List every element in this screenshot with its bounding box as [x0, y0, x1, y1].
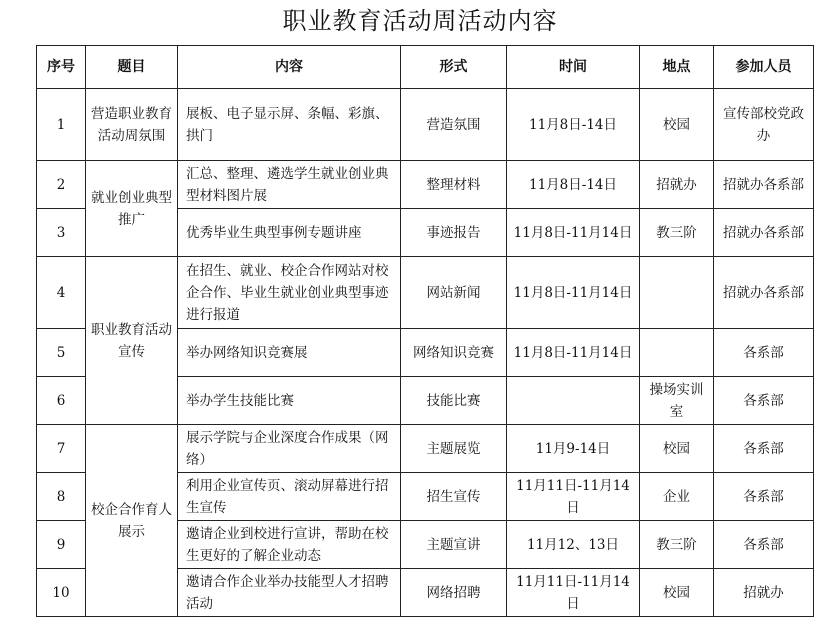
cell-content: 汇总、整理、遴选学生就业创业典型材料图片展 — [178, 161, 401, 209]
cell-time: 11月8日-14日 — [507, 161, 640, 209]
cell-place: 校园 — [640, 89, 714, 161]
cell-no: 1 — [37, 89, 86, 161]
cell-no: 8 — [37, 473, 86, 521]
cell-place: 招就办 — [640, 161, 714, 209]
cell-content: 邀请合作企业举办技能型人才招聘活动 — [178, 569, 401, 617]
cell-place: 教三阶 — [640, 209, 714, 257]
cell-people: 各系部 — [714, 521, 814, 569]
cell-form: 网站新闻 — [401, 257, 507, 329]
cell-content: 举办学生技能比赛 — [178, 377, 401, 425]
cell-people: 招就办各系部 — [714, 161, 814, 209]
cell-content: 邀请企业到校进行宣讲，帮助在校生更好的了解企业动态 — [178, 521, 401, 569]
page-title: 职业教育活动周活动内容 — [282, 7, 558, 35]
cell-topic: 职业教育活动宣传 — [86, 257, 178, 425]
cell-topic: 就业创业典型推广 — [86, 161, 178, 257]
cell-form: 主题宣讲 — [401, 521, 507, 569]
cell-time: 11月8日-11月14日 — [507, 329, 640, 377]
cell-place: 教三阶 — [640, 521, 714, 569]
header-row — [37, 46, 814, 89]
header-form: 形式 — [401, 46, 507, 89]
cell-place: 校园 — [640, 425, 714, 473]
cell-content: 展板、电子显示屏、条幅、彩旗、拱门 — [178, 89, 401, 161]
cell-form: 招生宣传 — [401, 473, 507, 521]
cell-no: 4 — [37, 257, 86, 329]
header-no: 序号 — [37, 46, 86, 89]
cell-no: 5 — [37, 329, 86, 377]
cell-time: 11月9-14日 — [507, 425, 640, 473]
cell-time: 11月8日-11月14日 — [507, 209, 640, 257]
cell-time: 11月11日-11月14日 — [507, 473, 640, 521]
cell-no: 2 — [37, 161, 86, 209]
cell-people: 招就办各系部 — [714, 257, 814, 329]
cell-content: 在招生、就业、校企合作网站对校企合作、毕业生就业创业典型事迹进行报道 — [178, 257, 401, 329]
cell-place: 企业 — [640, 473, 714, 521]
cell-people: 招就办 — [714, 569, 814, 617]
cell-form: 技能比赛 — [401, 377, 507, 425]
header-people: 参加人员 — [714, 46, 814, 89]
cell-time — [507, 377, 640, 425]
header-time: 时间 — [507, 46, 640, 89]
cell-content: 优秀毕业生典型事例专题讲座 — [178, 209, 401, 257]
cell-people: 各系部 — [714, 329, 814, 377]
cell-content: 利用企业宣传页、滚动屏幕进行招生宣传 — [178, 473, 401, 521]
cell-topic: 营造职业教育活动周氛围 — [86, 89, 178, 161]
header-topic: 题目 — [86, 46, 178, 89]
cell-time: 11月11日-11月14日 — [507, 569, 640, 617]
cell-form: 事迹报告 — [401, 209, 507, 257]
cell-no: 9 — [37, 521, 86, 569]
cell-people: 宣传部校党政办 — [714, 89, 814, 161]
cell-time: 11月8日-14日 — [507, 89, 640, 161]
activity-table — [36, 45, 814, 617]
cell-content: 举办网络知识竞赛展 — [178, 329, 401, 377]
cell-time: 11月12、13日 — [507, 521, 640, 569]
table-row — [37, 161, 814, 209]
cell-no: 6 — [37, 377, 86, 425]
cell-form: 网络招聘 — [401, 569, 507, 617]
cell-no: 7 — [37, 425, 86, 473]
cell-place: 校园 — [640, 569, 714, 617]
header-content: 内容 — [178, 46, 401, 89]
cell-content: 展示学院与企业深度合作成果（网络） — [178, 425, 401, 473]
table-row — [37, 89, 814, 161]
cell-form: 营造氛围 — [401, 89, 507, 161]
cell-place — [640, 257, 714, 329]
cell-place: 操场实训室 — [640, 377, 714, 425]
cell-time: 11月8日-11月14日 — [507, 257, 640, 329]
table-row — [37, 425, 814, 473]
cell-people: 招就办各系部 — [714, 209, 814, 257]
cell-people: 各系部 — [714, 473, 814, 521]
header-place: 地点 — [640, 46, 714, 89]
cell-people: 各系部 — [714, 425, 814, 473]
cell-no: 3 — [37, 209, 86, 257]
cell-form: 整理材料 — [401, 161, 507, 209]
cell-people: 各系部 — [714, 377, 814, 425]
cell-place — [640, 329, 714, 377]
cell-topic: 校企合作育人展示 — [86, 425, 178, 617]
table-row — [37, 257, 814, 329]
cell-form: 主题展览 — [401, 425, 507, 473]
cell-form: 网络知识竞赛 — [401, 329, 507, 377]
cell-no: 10 — [37, 569, 86, 617]
